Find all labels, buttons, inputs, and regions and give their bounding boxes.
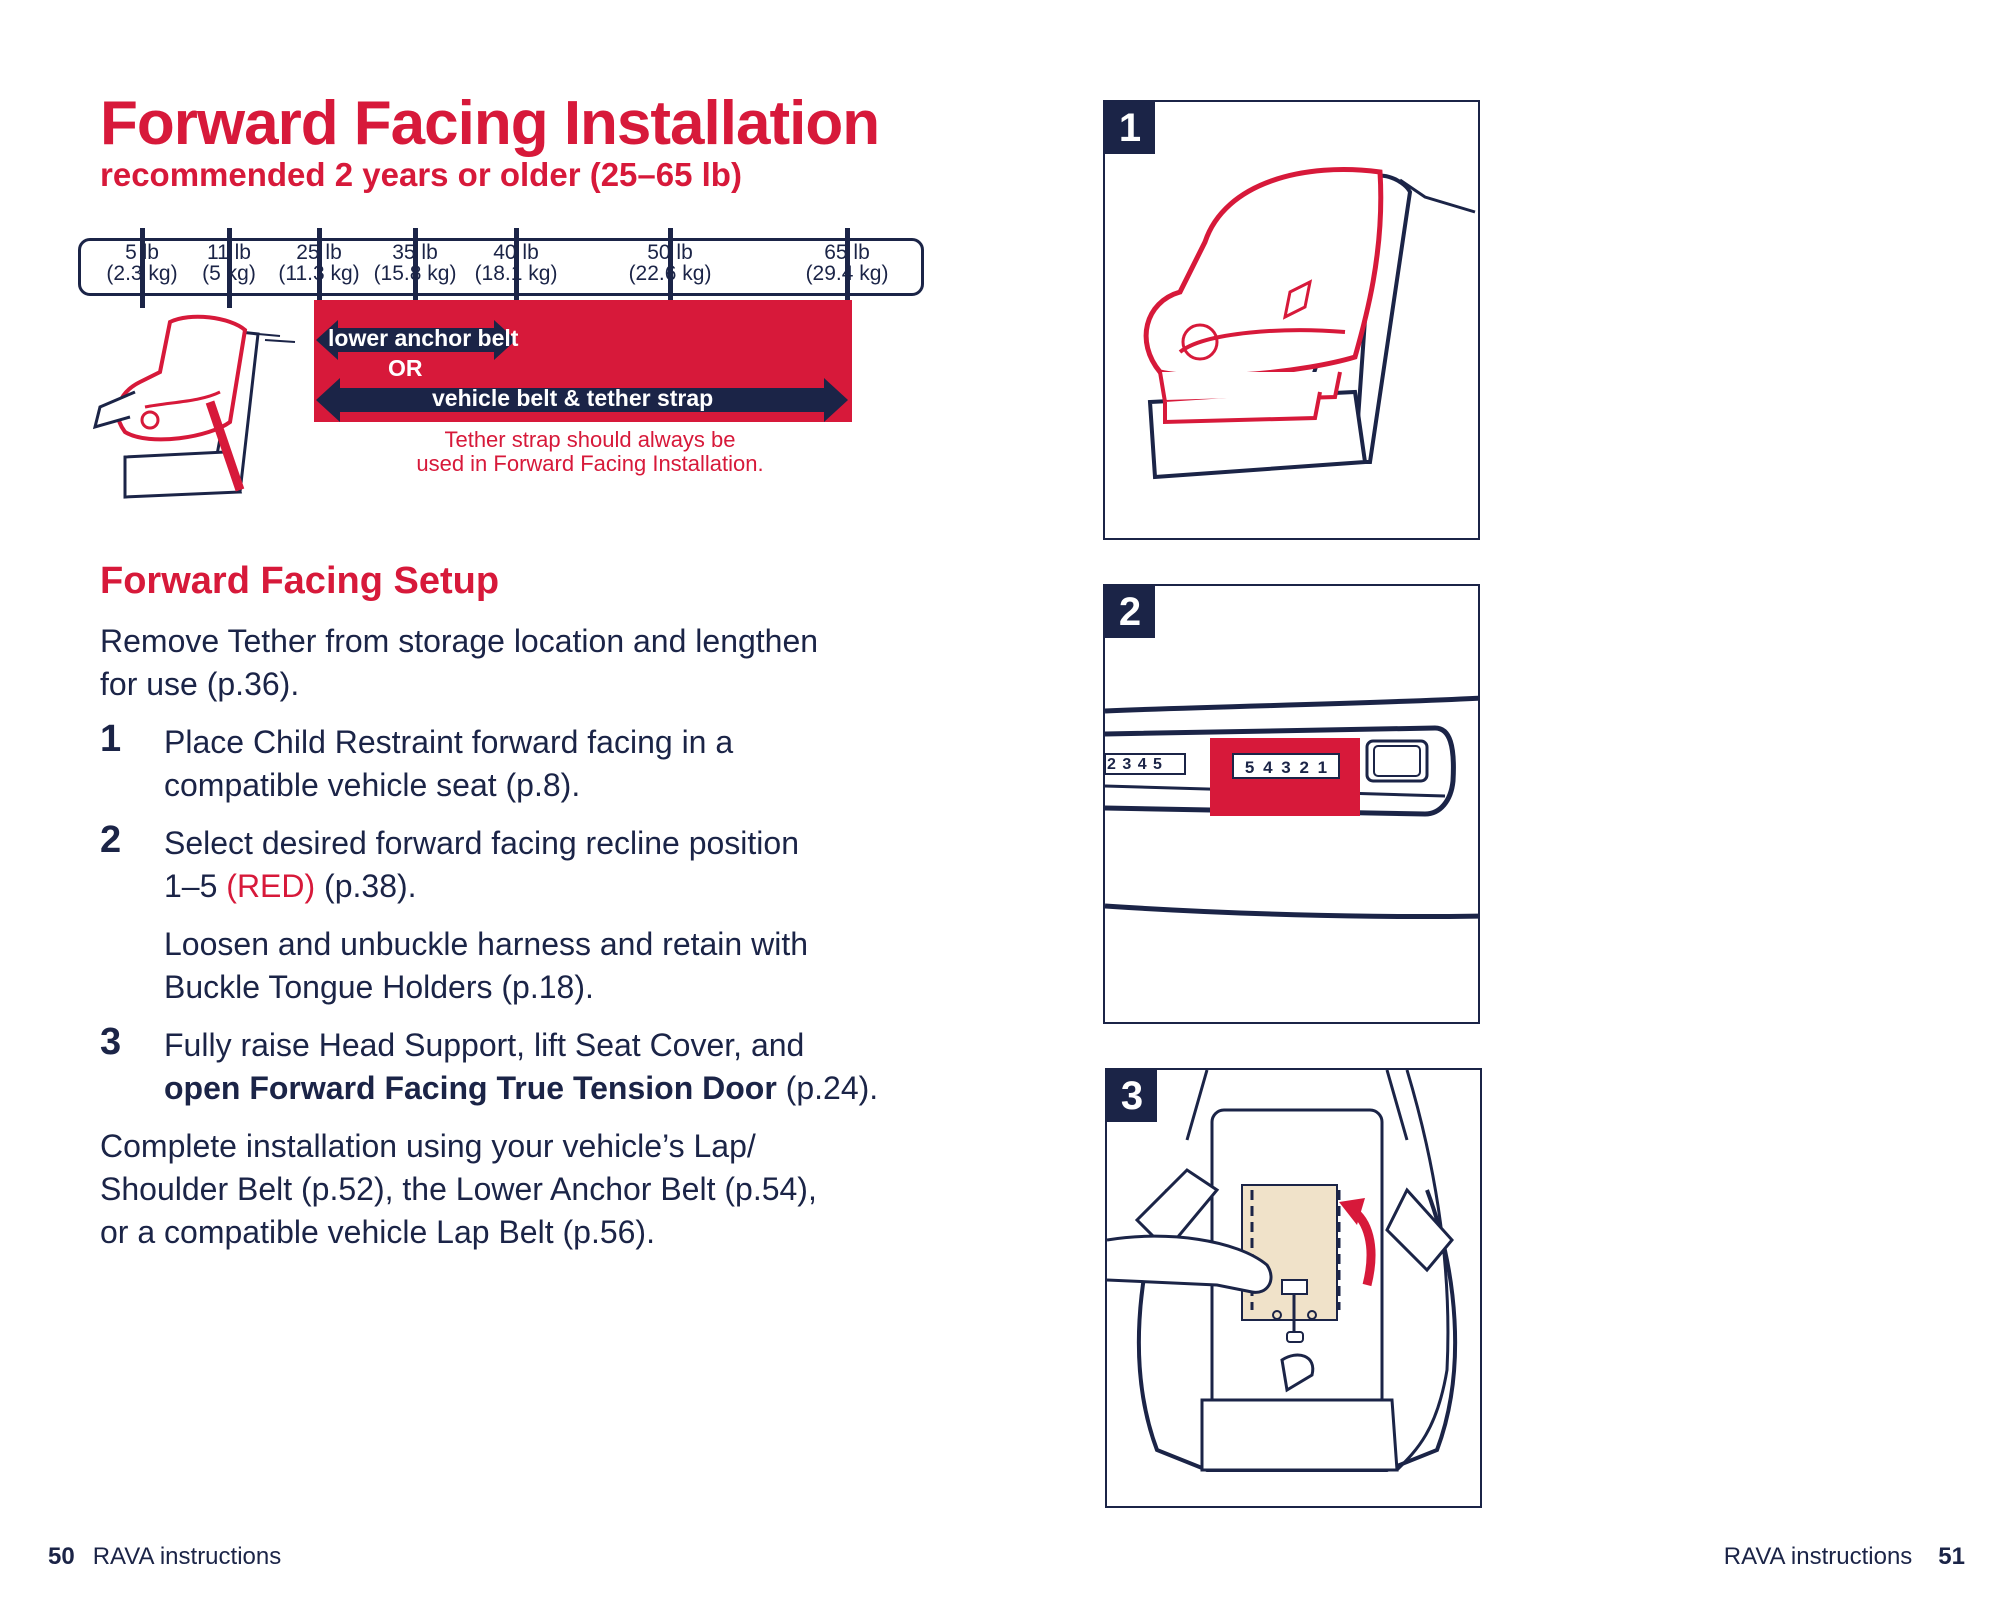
scale-label-5lb: 5 lb (2.3 kg) (106, 241, 178, 285)
red-label: (RED) (226, 868, 316, 904)
section-title: Forward Facing Setup (100, 560, 500, 602)
scale-label-50lb: 50 lb (22.6 kg) (628, 241, 712, 285)
tether-note: Tether strap should always be used in Forward Facing Installation. (416, 427, 764, 476)
setup-outro: Complete installation using your vehicle’s Lap/ Shoulder Belt (p.52), the Lower Anchor Belt (p.54), or a compatible vehicle Lap Belt (p.56). (100, 1128, 817, 1250)
step-2-extra-text: Loosen and unbuckle harness and retain with Buckle Tongue Holders (p.18). (164, 926, 808, 1005)
setup-intro: Remove Tether from storage location and lengthen for use (p.36). (100, 623, 819, 702)
step-3-text: Fully raise Head Support, lift Seat Cover, and open Forward Facing True Tension Door (p.24). (164, 1027, 879, 1106)
recline-scale-red: 5 4 3 2 1 (1244, 758, 1330, 777)
scale-label-40lb: 40 lb (18.1 kg) (474, 241, 558, 285)
scale-label-35lb: 35 lb (15.8 kg) (373, 241, 457, 285)
page-subtitle: recommended 2 years or older (25–65 lb) (100, 156, 742, 193)
illustration-panel-2 (1103, 584, 1480, 1024)
or-label: OR (388, 355, 423, 381)
scale-label-25lb: 25 lb (11.3 kg) (278, 241, 360, 285)
panel-number-1: 1 (1105, 102, 1155, 154)
footer-left (48, 1543, 281, 1571)
scale-label-65lb: 65 lb (29.4 kg) (805, 241, 889, 285)
panel-number-3: 3 (1107, 1070, 1157, 1122)
vehicle-belt-tether-label: vehicle belt & tether strap (432, 385, 714, 411)
tension-door-icon (1107, 1070, 1482, 1508)
step-number-1: 1 (100, 718, 122, 760)
step-number-2: 2 (100, 819, 122, 861)
illustration-panel-3 (1105, 1068, 1482, 1508)
forward-facing-seat-icon (90, 312, 300, 502)
footer-right (1724, 1543, 1965, 1571)
step-2-text: Select desired forward facing recline position 1–5 (RED) (p.38). (164, 825, 799, 904)
footer-right-text: RAVA instructions (1723, 1543, 1913, 1570)
page-title: Forward Facing Installation (100, 89, 880, 158)
lower-anchor-belt-label: lower anchor belt (328, 325, 519, 351)
step-number-3: 3 (100, 1021, 122, 1063)
recline-indicator-icon (1105, 586, 1480, 1024)
scale-label-11lb: 11 lb (5 kg) (202, 241, 256, 285)
page-number-right: 51 (1938, 1543, 1965, 1570)
footer-left-text: RAVA instructions (92, 1543, 282, 1570)
recline-scale-left: 2 3 4 5 (1107, 756, 1163, 773)
step-1-text: Place Child Restraint forward facing in a compatible vehicle seat (p.8). (164, 724, 734, 803)
illustration-panel-1 (1103, 100, 1480, 540)
panel-number-2: 2 (1105, 586, 1155, 638)
seat-forward-facing-icon (1105, 102, 1480, 540)
page-number-left: 50 (48, 1543, 75, 1570)
